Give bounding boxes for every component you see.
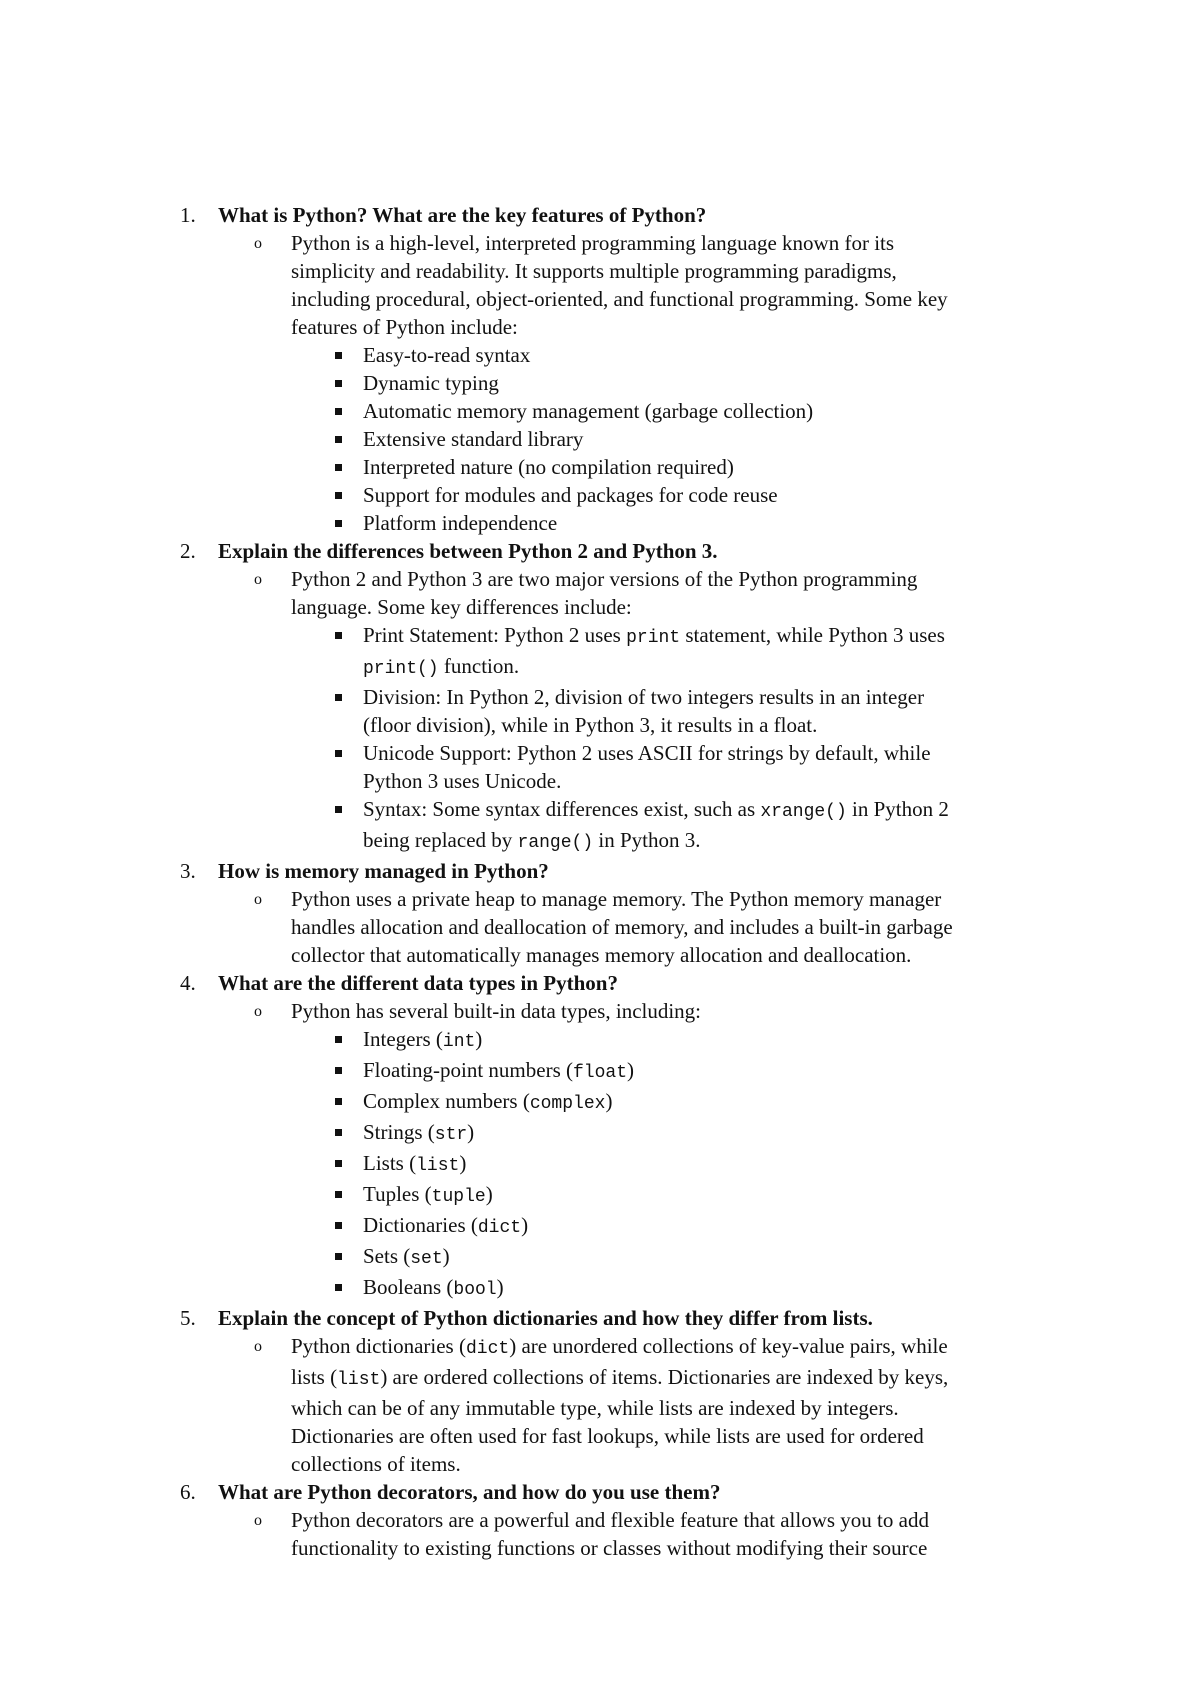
square-bullet-icon: [335, 408, 342, 415]
text-run: collections of items.: [291, 1452, 461, 1476]
answer-line: collector that automatically manages memory allocation and deallocation.: [291, 943, 912, 967]
inline-code: xrange(): [760, 802, 847, 822]
question-item: [0, 537, 1200, 857]
text-run: ): [521, 1213, 529, 1237]
text-run: which can be of any immutable type, while lists are indexed by integers.: [291, 1396, 899, 1420]
bullet-item: [0, 425, 1200, 453]
bullet-line: [363, 826, 1060, 857]
text-run: Tuples (: [363, 1182, 432, 1206]
question-heading: [0, 201, 1200, 229]
answer-line: [291, 1363, 1060, 1394]
bullet-item: [0, 1118, 1200, 1149]
answer-paragraph: [0, 565, 1200, 621]
text-run: Floating-point numbers (: [363, 1058, 573, 1082]
question-heading: [0, 969, 1200, 997]
square-bullet-icon: [335, 1222, 342, 1229]
bullet-item: [0, 621, 1200, 683]
inline-code: dict: [465, 1339, 510, 1359]
bullet-item: [0, 1180, 1200, 1211]
bullet-list: [0, 621, 1200, 857]
square-bullet-icon: [335, 1036, 342, 1043]
circle-bullet-icon: o: [254, 1338, 262, 1355]
bullet-text: Automatic memory management (garbage collection): [363, 399, 814, 423]
text-run: ): [485, 1182, 493, 1206]
question-heading: [0, 1478, 1200, 1506]
inline-code: complex: [529, 1094, 606, 1114]
answer-paragraph: [0, 1506, 1200, 1562]
bullet-line: [363, 795, 1060, 826]
text-run: ) are unordered collections of key-value pairs, while: [509, 1334, 948, 1358]
bullet-line: [363, 683, 1060, 711]
text-run: ): [496, 1275, 504, 1299]
inline-code: tuple: [431, 1187, 486, 1207]
text-run: ): [605, 1089, 613, 1113]
question-item: [0, 857, 1200, 969]
bullet-text: Easy-to-read syntax: [363, 343, 531, 367]
circle-bullet-icon: o: [254, 1003, 262, 1020]
question-heading: [0, 857, 1200, 885]
bullet-text: Platform independence: [363, 511, 558, 535]
bullet-text: Extensive standard library: [363, 427, 584, 451]
square-bullet-icon: [335, 1284, 342, 1291]
question-item: [0, 969, 1200, 1304]
text-run: in Python 3.: [593, 828, 701, 852]
text-run: Print Statement: Python 2 uses: [363, 623, 627, 647]
text-run: Integers (: [363, 1027, 443, 1051]
square-bullet-icon: [335, 1098, 342, 1105]
answer-line: [291, 1450, 1060, 1478]
inline-code: int: [442, 1032, 476, 1052]
answer-line: Python is a high-level, interpreted programming language known for its: [291, 231, 895, 255]
bullet-text: Support for modules and packages for code reuse: [363, 483, 778, 507]
text-run: Strings (: [363, 1120, 435, 1144]
bullet-line: [363, 1211, 1060, 1242]
inline-code: print(): [363, 659, 439, 679]
square-bullet-icon: [335, 520, 342, 527]
text-run: ): [627, 1058, 634, 1082]
text-run: being replaced by: [363, 828, 518, 852]
text-run: statement, while Python 3 uses: [680, 623, 945, 647]
inline-code: bool: [453, 1280, 497, 1300]
bullet-line: [363, 621, 1060, 652]
bullet-item: [0, 369, 1200, 397]
question-number: 5.: [180, 1306, 196, 1330]
square-bullet-icon: [335, 1253, 342, 1260]
bullet-item: [0, 1087, 1200, 1118]
bullet-line: [363, 711, 1060, 739]
text-run: Unicode Support: Python 2 uses ASCII for strings by default, while: [363, 741, 931, 765]
inline-code: list: [416, 1156, 460, 1176]
circle-bullet-icon: o: [254, 571, 262, 588]
question-title: Explain the concept of Python dictionaries and how they differ from lists.: [218, 1306, 873, 1330]
question-list: [0, 201, 1200, 1562]
text-run: Booleans (: [363, 1275, 454, 1299]
text-run: ) are ordered collections of items. Dictionaries are indexed by keys,: [380, 1365, 949, 1389]
bullet-line: [363, 1118, 1060, 1149]
square-bullet-icon: [335, 492, 342, 499]
question-item: [0, 1304, 1200, 1478]
bullet-item: [0, 1025, 1200, 1056]
text-run: in Python 2: [846, 797, 949, 821]
bullet-line: [363, 1149, 1060, 1180]
circle-bullet-icon: o: [254, 235, 262, 252]
bullet-line: [363, 1273, 1060, 1304]
answer-line: simplicity and readability. It supports multiple programming paradigms,: [291, 259, 897, 283]
text-run: ): [467, 1120, 475, 1144]
inline-code: range(): [517, 833, 594, 853]
bullet-item: [0, 481, 1200, 509]
text-run: (floor division), while in Python 3, it results in a float.: [363, 713, 818, 737]
text-run: lists (: [291, 1365, 338, 1389]
bullet-item: [0, 739, 1200, 795]
bullet-line: [363, 1056, 1060, 1087]
question-title: Explain the differences between Python 2 and Python 3.: [218, 539, 718, 563]
answer-line: Python decorators are a powerful and flexible feature that allows you to add: [291, 1508, 929, 1532]
inline-code: list: [337, 1370, 381, 1390]
text-run: Python 3 uses Unicode.: [363, 769, 562, 793]
square-bullet-icon: [335, 1067, 342, 1074]
text-run: ): [459, 1151, 467, 1175]
question-number: 4.: [180, 971, 196, 995]
inline-code: str: [434, 1125, 468, 1145]
answer-line: [291, 1422, 1060, 1450]
text-run: Python dictionaries (: [291, 1334, 466, 1358]
question-item: [0, 1478, 1200, 1562]
answer-line: language. Some key differences include:: [291, 595, 632, 619]
square-bullet-icon: [335, 694, 342, 701]
bullet-item: [0, 341, 1200, 369]
bullet-item: [0, 1242, 1200, 1273]
answer-paragraph: [0, 997, 1200, 1025]
answer-paragraph: [0, 885, 1200, 969]
bullet-item: [0, 795, 1200, 857]
square-bullet-icon: [335, 380, 342, 387]
answer-line: Python uses a private heap to manage memory. The Python memory manager: [291, 887, 942, 911]
question-title: What are the different data types in Python?: [218, 971, 618, 995]
square-bullet-icon: [335, 436, 342, 443]
question-heading: [0, 537, 1200, 565]
answer-line: handles allocation and deallocation of memory, and includes a built-in garbage: [291, 915, 953, 939]
question-number: 3.: [180, 859, 196, 883]
square-bullet-icon: [335, 806, 342, 813]
text-run: ): [475, 1027, 483, 1051]
bullet-text: Interpreted nature (no compilation required): [363, 455, 734, 479]
text-run: ): [442, 1244, 450, 1268]
answer-line: [291, 1394, 1060, 1422]
question-item: [0, 201, 1200, 537]
bullet-line: [363, 652, 1060, 683]
circle-bullet-icon: o: [254, 1512, 262, 1529]
square-bullet-icon: [335, 352, 342, 359]
bullet-item: [0, 1149, 1200, 1180]
bullet-item: [0, 509, 1200, 537]
square-bullet-icon: [335, 750, 342, 757]
inline-code: float: [572, 1063, 627, 1083]
bullet-item: [0, 397, 1200, 425]
inline-code: set: [410, 1249, 443, 1269]
square-bullet-icon: [335, 1129, 342, 1136]
answer-line: functionality to existing functions or classes without modifying their source: [291, 1536, 928, 1560]
answer-line: including procedural, object-oriented, and functional programming. Some key: [291, 287, 948, 311]
answer-line: features of Python include:: [291, 315, 518, 339]
text-run: Dictionaries are often used for fast lookups, while lists are used for ordered: [291, 1424, 924, 1448]
bullet-item: [0, 1056, 1200, 1087]
bullet-text: Dynamic typing: [363, 371, 499, 395]
text-run: function.: [438, 654, 520, 678]
answer-paragraph: [0, 1332, 1200, 1478]
bullet-item: [0, 453, 1200, 481]
question-number: 1.: [180, 203, 196, 227]
question-title: What is Python? What are the key features of Python?: [218, 203, 707, 227]
circle-bullet-icon: o: [254, 891, 262, 908]
bullet-line: [363, 1180, 1060, 1211]
text-run: Dictionaries (: [363, 1213, 478, 1237]
bullet-list: [0, 341, 1200, 537]
bullet-line: [363, 1242, 1060, 1273]
inline-code: print: [626, 628, 681, 648]
text-run: Division: In Python 2, division of two integers results in an integer: [363, 685, 925, 709]
answer-line: [291, 1332, 1060, 1363]
question-title: How is memory managed in Python?: [218, 859, 549, 883]
square-bullet-icon: [335, 1191, 342, 1198]
text-run: Sets (: [363, 1244, 411, 1268]
text-run: Syntax: Some syntax differences exist, such as: [363, 797, 761, 821]
answer-line: Python has several built-in data types, including:: [291, 999, 702, 1023]
bullet-line: [363, 739, 1060, 767]
bullet-line: [363, 1087, 1060, 1118]
text-run: Lists (: [363, 1151, 417, 1175]
bullet-item: [0, 1273, 1200, 1304]
question-heading: [0, 1304, 1200, 1332]
bullet-line: [363, 767, 1060, 795]
question-title: What are Python decorators, and how do you use them?: [218, 1480, 721, 1504]
question-number: 2.: [180, 539, 196, 563]
answer-line: Python 2 and Python 3 are two major versions of the Python programming: [291, 567, 918, 591]
square-bullet-icon: [335, 464, 342, 471]
bullet-list: [0, 1025, 1200, 1304]
square-bullet-icon: [335, 632, 342, 639]
question-number: 6.: [180, 1480, 196, 1504]
inline-code: dict: [477, 1218, 522, 1238]
bullet-line: [363, 1025, 1060, 1056]
bullet-item: [0, 683, 1200, 739]
square-bullet-icon: [335, 1160, 342, 1167]
answer-paragraph: [0, 229, 1200, 341]
bullet-item: [0, 1211, 1200, 1242]
text-run: Complex numbers (: [363, 1089, 530, 1113]
